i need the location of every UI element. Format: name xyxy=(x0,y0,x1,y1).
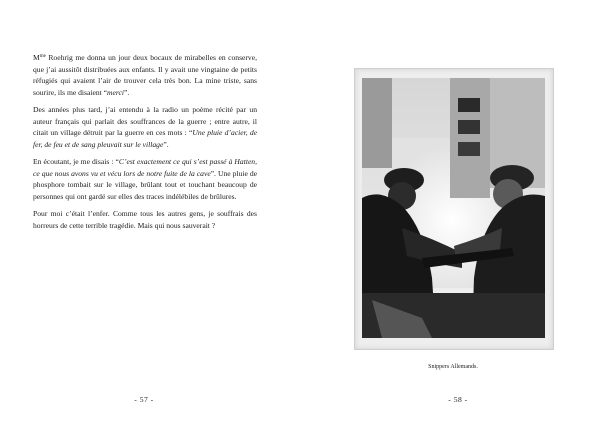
paragraph-text: Des années plus tard, j’ai entendu à la radio un poème récité par un auteur français qui parlait des souffrances de la guerre ; entre autre, il citait un village détruit par la guerre en ces mots : “ xyxy=(33,104,257,138)
photo-caption: Snippers Allemands. xyxy=(428,364,478,370)
paragraph-italic: C’est exactement ce qui s’est passé à Hatten, ce que nous avons vu et vécu lors de notre fuite de la cave xyxy=(33,156,258,178)
paragraph-4 xyxy=(33,208,257,231)
paragraph-tail: ”. xyxy=(163,139,169,149)
right-page xyxy=(300,0,600,424)
photo-frame xyxy=(354,68,554,350)
paragraph-italic: Une pluie d’acier, de fer, de feu et de sang pleuvait sur le village xyxy=(33,128,258,149)
paragraph-2 xyxy=(33,104,257,150)
paragraph-text: Pour moi c’était l’enfer. Comme tous les autres gens, je souffrais des horreurs de cette terrible tragédie. Mais qui nous sauverait ? xyxy=(33,208,257,230)
title-prefix: M xyxy=(33,53,40,62)
paragraph-tail: ”. xyxy=(124,87,130,97)
paragraph-1 xyxy=(33,52,257,98)
page-number-right: - 58 - xyxy=(448,395,468,404)
title-superscript: me xyxy=(39,54,46,59)
page-number-left: - 57 - xyxy=(134,395,154,404)
photograph-image xyxy=(362,78,545,338)
paragraph-3 xyxy=(33,156,257,202)
paragraph-text: Roehrig me donna un jour deux bocaux de mirabelles en conserve, que j’aі aussitôt distribuées aux enfants. Il y avait une vingtaine de petits réfugiés qui avaient l’air de trouver cela très bon. La mine triste, sans sourire, ils me disaient “ xyxy=(33,53,257,97)
photograph-soldiers-icon xyxy=(362,78,545,338)
paragraph-italic: merci xyxy=(107,87,125,97)
paragraph-tail: ”. Une pluie de phosphore tombait sur le village, brûlant tout et touchant beaucoup de personnes qui ont gardé sur elles des traces indélébiles de brûlures. xyxy=(33,168,257,201)
paragraph-text: En écoutant, je me disais : “ xyxy=(33,156,119,166)
body-text xyxy=(33,52,257,237)
